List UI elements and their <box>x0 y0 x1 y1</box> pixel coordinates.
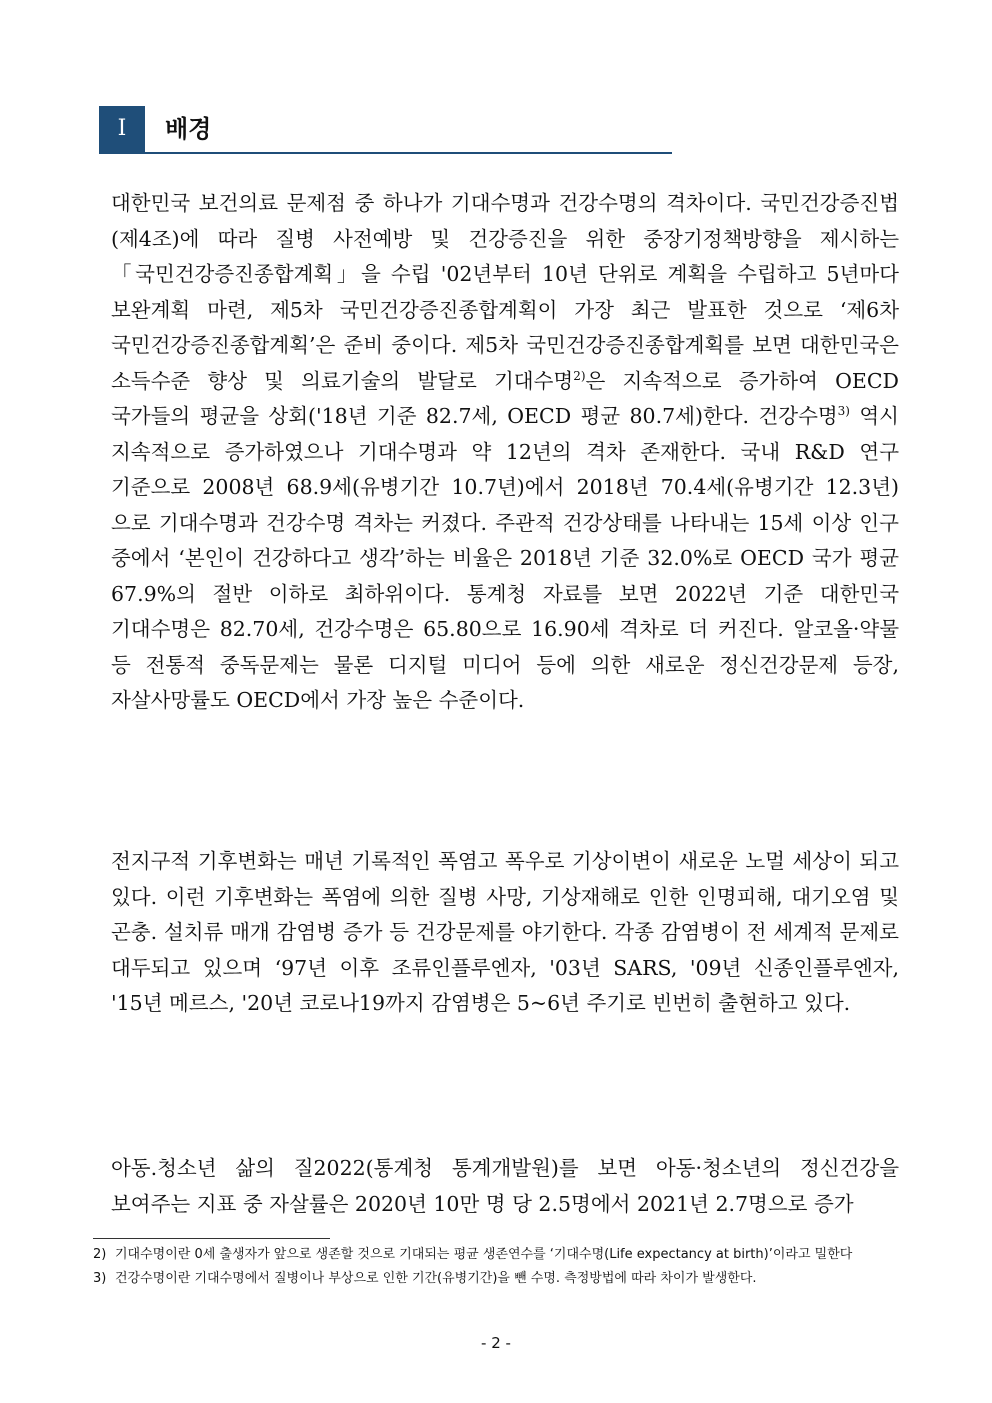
footnote-item <box>93 1246 899 1264</box>
footnote-number: 2) <box>93 1247 107 1262</box>
footnote-item <box>93 1270 899 1288</box>
paragraph-text: 역시 지속적으로 증가하였으나 기대수명과 약 12년의 격차 존재한다. 국내 R&D 연구 기준으로 2008년 68.9세(유병기간 10.7년)에서 2018년 70.4세(유병기간 12.3년)으로 기대수명과 건강수명 격차는 커졌다. 주관적 건강상태를 나타내는 15세 이상 인구 중에서 ‘본인이 건강하다고 생각’하는 비율은 2018년 기준 32.0%로 OECD 국가 평균 67.9%의 절반 이하로 최하위이다. 통계청 자료를 보면 2022년 기준 대한민국 기대수명은 82.70세, 건강수명은 65.80으로 16.90세 격차로 더 커진다. 알코올·약물 등 전통적 중독문제는 물론 디지털 미디어 등에 의한 새로운 정신건강문제 등장, 자살사망률도 OECD에서 가장 높은 수준이다. <box>111 404 899 712</box>
section-header <box>99 106 672 154</box>
footnotes <box>93 1246 899 1294</box>
footnote-ref-2: 2) <box>573 368 586 383</box>
footnote-number: 3) <box>93 1271 107 1286</box>
paragraph-climate-change: 전지구적 기후변화는 매년 기록적인 폭염고 폭우로 기상이변이 새로운 노멀 세상이 되고 있다. 이런 기후변화는 폭염에 의한 질병 사망, 기상재해로 인한 인명피해, 대기오염 및 곤충. 설치류 매개 감염병 증가 등 건강문제를 야기한다. 각종 감염병이 전 세계적 문제로 대두되고 있으며 ‘97년 이후 조류인플루엔자, '03년 SARS, '09년 신종인플루엔자, '15년 메르스, '20년 코로나19까지 감염병은 5~6년 주기로 빈번히 출현하고 있다. <box>111 849 899 1015</box>
paragraph-text: 은 지속적으로 증가하여 OECD 국가들의 평균을 상회('18년 기준 82.7세, OECD 평균 80.7세)한다. 건강수명 <box>111 368 899 428</box>
section-number-badge: I <box>99 106 145 152</box>
footnote-ref-3: 3) <box>837 404 850 418</box>
section-title: 배경 <box>165 115 212 143</box>
footnote-text: 기대수명이란 0세 출생자가 앞으로 생존할 것으로 기대되는 평균 생존연수를 ‘기대수명(Life expectancy at birth)’이라고 밀한다 <box>115 1247 853 1262</box>
footnote-text: 건강수명이란 기대수명에서 질병이나 부상으로 인한 기간(유병기간)을 뺀 수명. 측정방법에 따라 차이가 발생한다. <box>115 1271 757 1286</box>
paragraph-text: 대한민국 보건의료 문제점 중 하나가 기대수명과 건강수명의 격차이다. 국민건강증진법(제4조)에 따라 질병 사전예방 및 건강증진을 위한 중장기정책방향을 제시하는 「국민건강증진종합계획」을 수립 '02년부터 10년 단위로 계획을 수립하고 5년마다 보완계획 마련, 제5차 국민건강증진종합계획이 가장 최근 발표한 것으로 ‘제6차 국민건강증진종합계획’은 준비 중이다. 제5차 국민건강증진종합계획를 보면 대한민국은 소득수준 향상 및 의료기술의 발달로 기대수명 <box>111 191 899 393</box>
page-number: - 2 - <box>481 1334 511 1352</box>
footnote-divider <box>93 1238 330 1239</box>
paragraph-life-expectancy <box>111 186 899 719</box>
paragraph-youth-mental-health: 아동.청소년 삶의 질2022(통계청 통계개발원)를 보면 아동·청소년의 정신건강을 보여주는 지표 중 자살률은 2020년 10만 명 당 2.5명에서 2021년 2.7명으로 증가 <box>111 1156 899 1216</box>
